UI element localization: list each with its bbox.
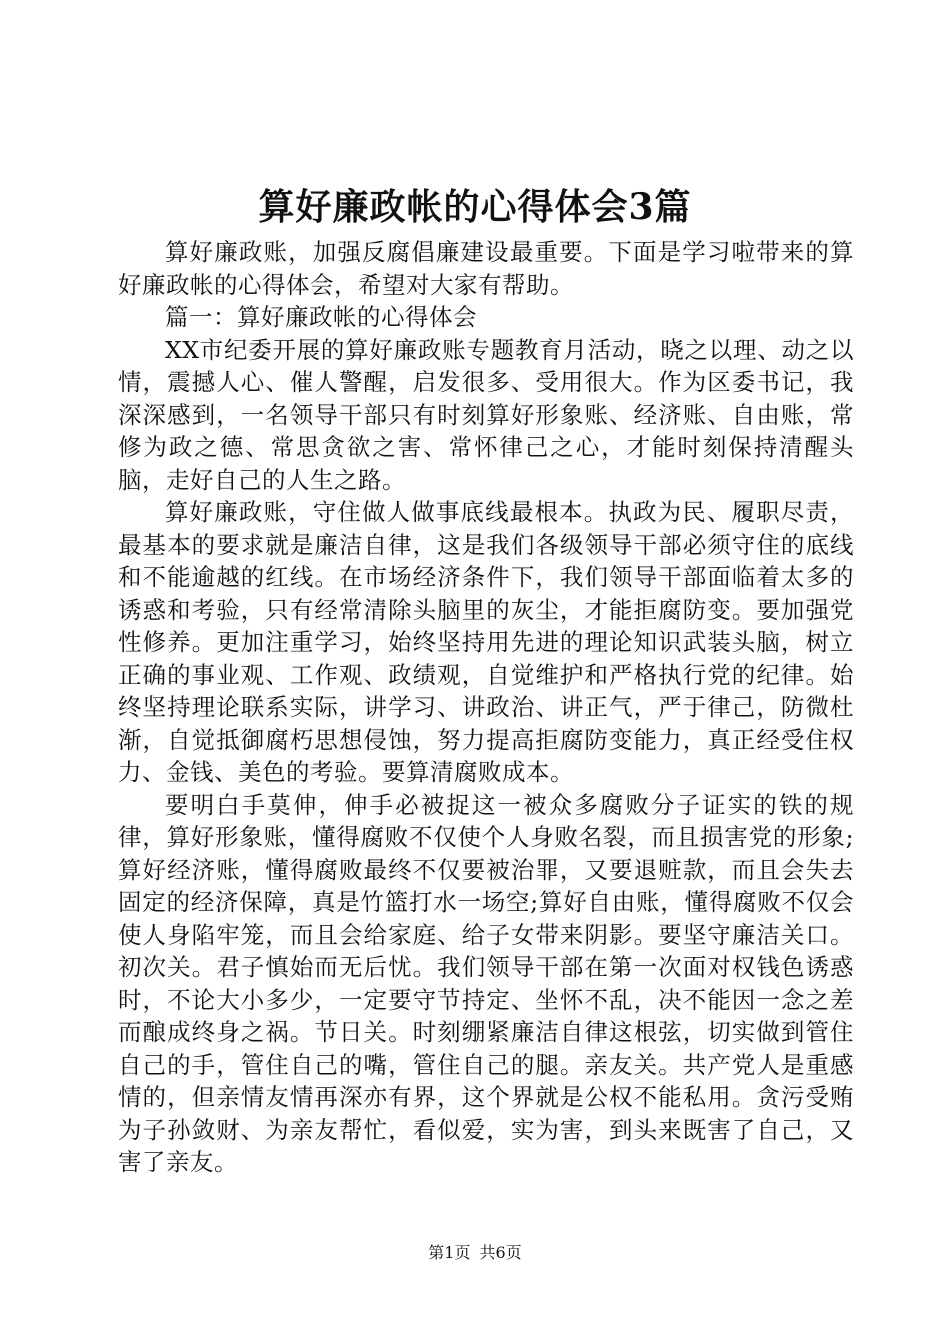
section-heading: 篇一：算好廉政帐的心得体会: [165, 303, 477, 331]
page-footer: [0, 1242, 950, 1264]
page-total: 共6页: [479, 1243, 522, 1262]
body-paragraph: 算好廉政账，守住做人做事底线最根本。执政为民、履职尽责，最基本的要求就是廉洁自律，这是我们各级领导干部必须守住的底线和不能逾越的红线。在市场经济条件下，我们领导干部面临着太多的诱惑和考验，只有经常清除头脑里的灰尘，才能拒腐防变。要加强党性修养。更加注重学习，始终坚持用先进的理论知识武装头脑，树立正确的事业观、工作观、政绩观，自觉维护和严格执行党的纪律。始终坚持理论联系实际，讲学习、讲政治、讲正气，严于律己，防微杜渐，自觉抵御腐朽思想侵蚀，努力提高拒腐防变能力，真正经受住权力、金钱、美色的考验。要算清腐败成本。: [118, 498, 854, 786]
document-title: 算好廉政帐的心得体会3篇: [258, 186, 692, 228]
body-paragraph: 要明白手莫伸，伸手必被捉这一被众多腐败分子证实的铁的规律，算好形象账，懂得腐败不仅使个人身败名裂，而且损害党的形象;算好经济账，懂得腐败最终不仅要被治罪，又要退赃款，而且会失去固定的经济保障，真是竹篮打水一场空;算好自由账，懂得腐败不仅会使人身陷牢笼，而且会给家庭、给子女带来阴影。要坚守廉洁关口。初次关。君子慎始而无后忧。我们领导干部在第一次面对权钱色诱惑时，不论大小多少，一定要守节持定、坐怀不乱，决不能因一念之差而酿成终身之祸。节日关。时刻绷紧廉洁自律这根弦，切实做到管住自己的手，管住自己的嘴，管住自己的腿。亲友关。共产党人是重感情的，但亲情友情再深亦有界，这个界就是公权不能私用。贪污受贿为子孙敛财、为亲友帮忙，看似爱，实为害，到头来既害了自己，又害了亲友。: [118, 790, 854, 1176]
intro-paragraph: 算好廉政账，加强反腐倡廉建设最重要。下面是学习啦带来的算好廉政帐的心得体会，希望对大家有帮助。: [118, 238, 854, 299]
page-number: 第1页: [428, 1243, 471, 1262]
body-paragraph: XX市纪委开展的算好廉政账专题教育月活动，晓之以理、动之以情，震撼人心、催人警醒，启发很多、受用很大。作为区委书记，我深深感到，一名领导干部只有时刻算好形象账、经济账、自由账，常修为政之德、常思贪欲之害、常怀律己之心，才能时刻保持清醒头脑，走好自己的人生之路。: [118, 335, 854, 494]
document-body: [118, 236, 854, 1179]
